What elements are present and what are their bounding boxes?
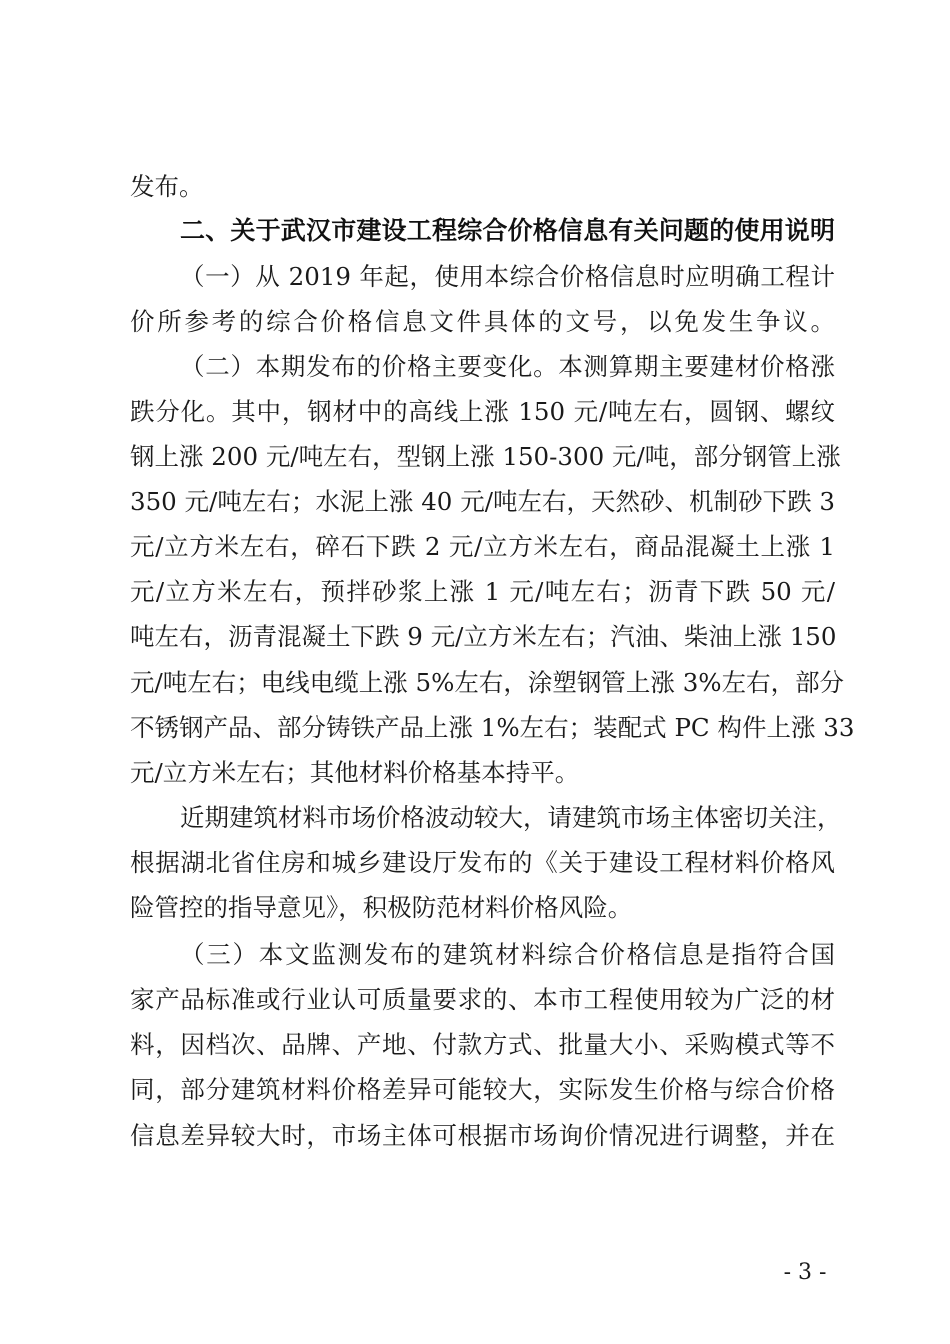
paragraph-line-item2: 元/立方米左右，碎石下跌 2 元/立方米左右，商品混凝土上涨 1 <box>130 532 835 561</box>
paragraph-line-item2: 元/吨左右；电线电缆上涨 5%左右，涂塑钢管上涨 3%左右，部分 <box>130 668 845 697</box>
paragraph-line-item1: （一）从 2019 年起，使用本综合价格信息时应明确工程计 <box>180 262 835 291</box>
paragraph-line-item2: 元/立方米左右；其他材料价格基本持平。 <box>130 758 580 787</box>
section-heading: 二、关于武汉市建设工程综合价格信息有关问题的使用说明 <box>180 216 835 245</box>
paragraph-line-item2: （二）本期发布的价格主要变化。本测算期主要建材价格涨 <box>180 352 835 381</box>
paragraph-line-item2: 吨左右，沥青混凝土下跌 9 元/立方米左右；汽油、柴油上涨 150 <box>130 622 837 651</box>
paragraph-line-item2: 元/立方米左右，预拌砂浆上涨 1 元/吨左右；沥青下跌 50 元/ <box>130 577 835 606</box>
paragraph-line-continuation: 发布。 <box>130 172 204 201</box>
paragraph-line-item1: 价所参考的综合价格信息文件具体的文号，以免发生争议。 <box>130 307 835 336</box>
paragraph-line-item2: 不锈钢产品、部分铸铁产品上涨 1%左右；装配式 PC 构件上涨 33 <box>130 713 855 742</box>
paragraph-line-item3: 同，部分建筑材料价格差异可能较大，实际发生价格与综合价格 <box>130 1075 835 1104</box>
paragraph-line-item2: 350 元/吨左右；水泥上涨 40 元/吨左右，天然砂、机制砂下跌 3 <box>130 487 835 516</box>
paragraph-line-item2: 钢上涨 200 元/吨左右，型钢上涨 150-300 元/吨，部分钢管上涨 <box>130 442 841 471</box>
paragraph-line-item3: 信息差异较大时，市场主体可根据市场询价情况进行调整，并在 <box>130 1121 835 1150</box>
paragraph-line-notice: 近期建筑材料市场价格波动较大，请建筑市场主体密切关注， <box>180 803 842 832</box>
paragraph-line-item3: 料，因档次、品牌、产地、付款方式、批量大小、采购模式等不 <box>130 1030 835 1059</box>
page-number: - 3 - <box>783 1260 827 1285</box>
paragraph-line-item3: 家产品标准或行业认可质量要求的、本市工程使用较为广泛的材 <box>130 985 835 1014</box>
paragraph-line-notice: 险管控的指导意见》，积极防范材料价格风险。 <box>130 893 633 922</box>
paragraph-line-item2: 跌分化。其中，钢材中的高线上涨 150 元/吨左右，圆钢、螺纹 <box>130 397 835 426</box>
paragraph-line-notice: 根据湖北省住房和城乡建设厅发布的《关于建设工程材料价格风 <box>130 848 835 877</box>
paragraph-line-item3: （三）本文监测发布的建筑材料综合价格信息是指符合国 <box>180 940 835 969</box>
